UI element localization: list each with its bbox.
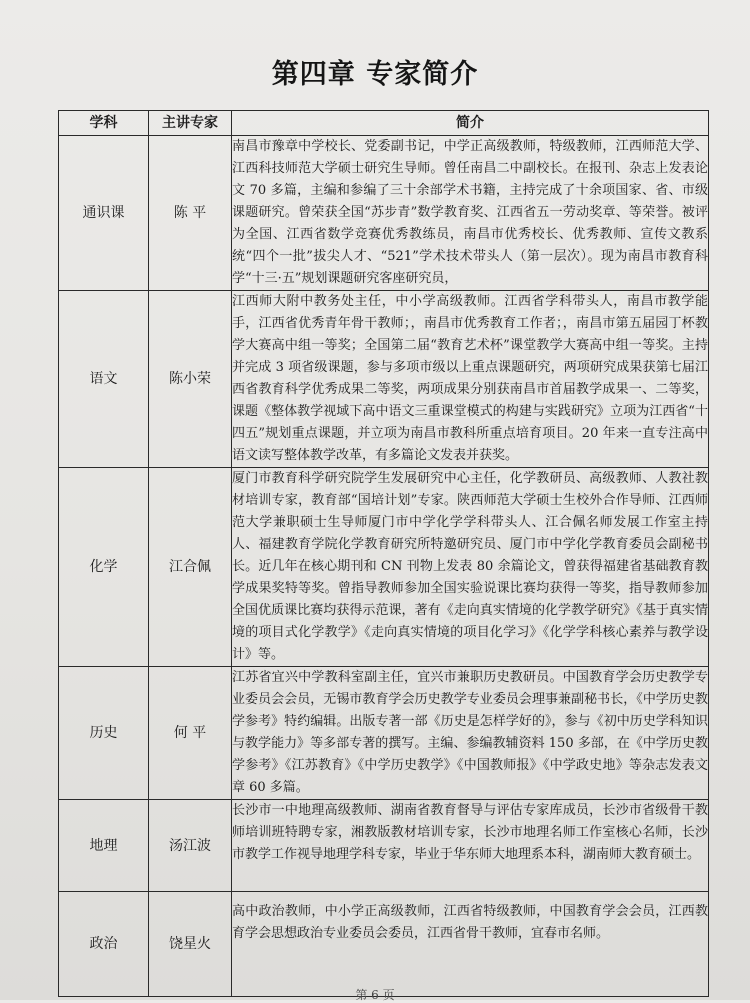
- expert-cell: 汤江波: [149, 800, 232, 892]
- intro-cell: 厦门市教育科学研究院学生发展研究中心主任，化学教研员、高级教师、人教社教材培训专家，教育部“国培计划”专家。陕西师范大学硕士生校外合作导师、江西师范大学兼职硕士生导师厦门市中学化学学科带头人、江合佩名师发展工作室主持人、福建教育学院化学教育研究所特邀研究员、厦门市中学化学教育委员会副秘书长。近几年在核心期刊和 CN 刊物上发表 80 余篇论文，曾获得福建省基础教育教学成果奖特等奖。曾指导教师参加全国实验说课比赛均获得一等奖，指导教师参加全国优质课比赛均获得示范课，著有《走向真实情境的化学教学研究》《基于真实情境的项目式化学教学》《走向真实情境的项目化学习》《化学学科核心素养与教学设计》等。: [232, 468, 709, 667]
- table-row: [59, 468, 709, 667]
- expert-cell: 江合佩: [149, 468, 232, 667]
- expert-cell: 陈小荣: [149, 291, 232, 468]
- table-row: [59, 291, 709, 468]
- intro-cell: 江西师大附中教务处主任，中小学高级教师。江西省学科带头人，南昌市教学能手，江西省优秀青年骨干教师；，南昌市优秀教育工作者；，南昌市第五届园丁杯教学大赛高中组一等奖；全国第二届“教育艺术杯”课堂教学大赛高中组一等奖。主持并完成 3 项省级课题，参与多项市级以上重点课题研究，两项研究成果获第七届江西省教育科学优秀成果二等奖，两项成果分别获南昌市首届教学成果一、二等奖，课题《整体教学视域下高中语文三重课堂模式的构建与实践研究》立项为江西省“十四五”规划重点课题，并立项为南昌市教科所重点培育项目。20 年来一直专注高中语文读写整体教学改革，有多篇论文发表并获奖。: [232, 291, 709, 468]
- intro-cell: 长沙市一中地理高级教师、湖南省教育督导与评估专家库成员，长沙市省级骨干教师培训班特聘专家，湘教版教材培训专家，长沙市地理名师工作室核心名师，长沙市教学工作视导地理学科专家，毕业于华东师大地理系本科，湖南师大教育硕士。: [232, 800, 709, 892]
- subject-cell: 历史: [59, 667, 149, 800]
- intro-cell: 南昌市豫章中学校长、党委副书记，中学正高级教师，特级教师，江西师范大学、江西科技师范大学硕士研究生导师。曾任南昌二中副校长。在报刊、杂志上发表论文 70 多篇，主编和参编了三十余部学术书籍，主持完成了十余项国家、省、市级课题研究。曾荣获全国“苏步青”数学教育奖、江西省五一劳动奖章、等荣誉。被评为全国、江西省数学竞赛优秀教练员，南昌市优秀校长、优秀教师、宣传文教系统“四个一批”拔尖人才、“521”学术技术带头人（第一层次）。现为南昌市教育科学“十三·五”规划课题研究客座研究员，: [232, 136, 709, 291]
- expert-cell: 饶星火: [149, 892, 232, 997]
- subject-cell: 通识课: [59, 136, 149, 291]
- header-expert: 主讲专家: [149, 111, 232, 136]
- table-header-row: [59, 111, 709, 136]
- table-row: [59, 800, 709, 892]
- table-row: [59, 136, 709, 291]
- page-number: 第 6 页: [355, 988, 395, 1002]
- subject-cell: 地理: [59, 800, 149, 892]
- header-intro: 简介: [232, 111, 709, 136]
- expert-cell: 何 平: [149, 667, 232, 800]
- table-row: [59, 667, 709, 800]
- subject-cell: 语文: [59, 291, 149, 468]
- subject-cell: 政治: [59, 892, 149, 997]
- subject-cell: 化学: [59, 468, 149, 667]
- intro-cell: 高中政治教师，中小学正高级教师，江西省特级教师，中国教育学会会员，江西教育学会思想政治专业委员会委员，江西省骨干教师，宜春市名师。: [232, 892, 709, 997]
- table-row: [59, 892, 709, 997]
- intro-cell: 江苏省宜兴中学教科室副主任，宜兴市兼职历史教研员。中国教育学会历史教学专业委员会会员，无锡市教育学会历史教学专业委员会理事兼副秘书长，《中学历史教学参考》特约编辑。出版专著一部《历史是怎样学好的》，参与《初中历史学科知识与教学能力》等多部专著的撰写。主编、参编教辅资料 150 多部，在《中学历史教学参考》《江苏教育》《中学历史教学》《中国教师报》《中学政史地》等杂志发表文章 60 多篇。: [232, 667, 709, 800]
- expert-table: [58, 110, 709, 997]
- page-title: 第四章 专家简介: [271, 59, 479, 90]
- expert-cell: 陈 平: [149, 136, 232, 291]
- header-subject: 学科: [59, 111, 149, 136]
